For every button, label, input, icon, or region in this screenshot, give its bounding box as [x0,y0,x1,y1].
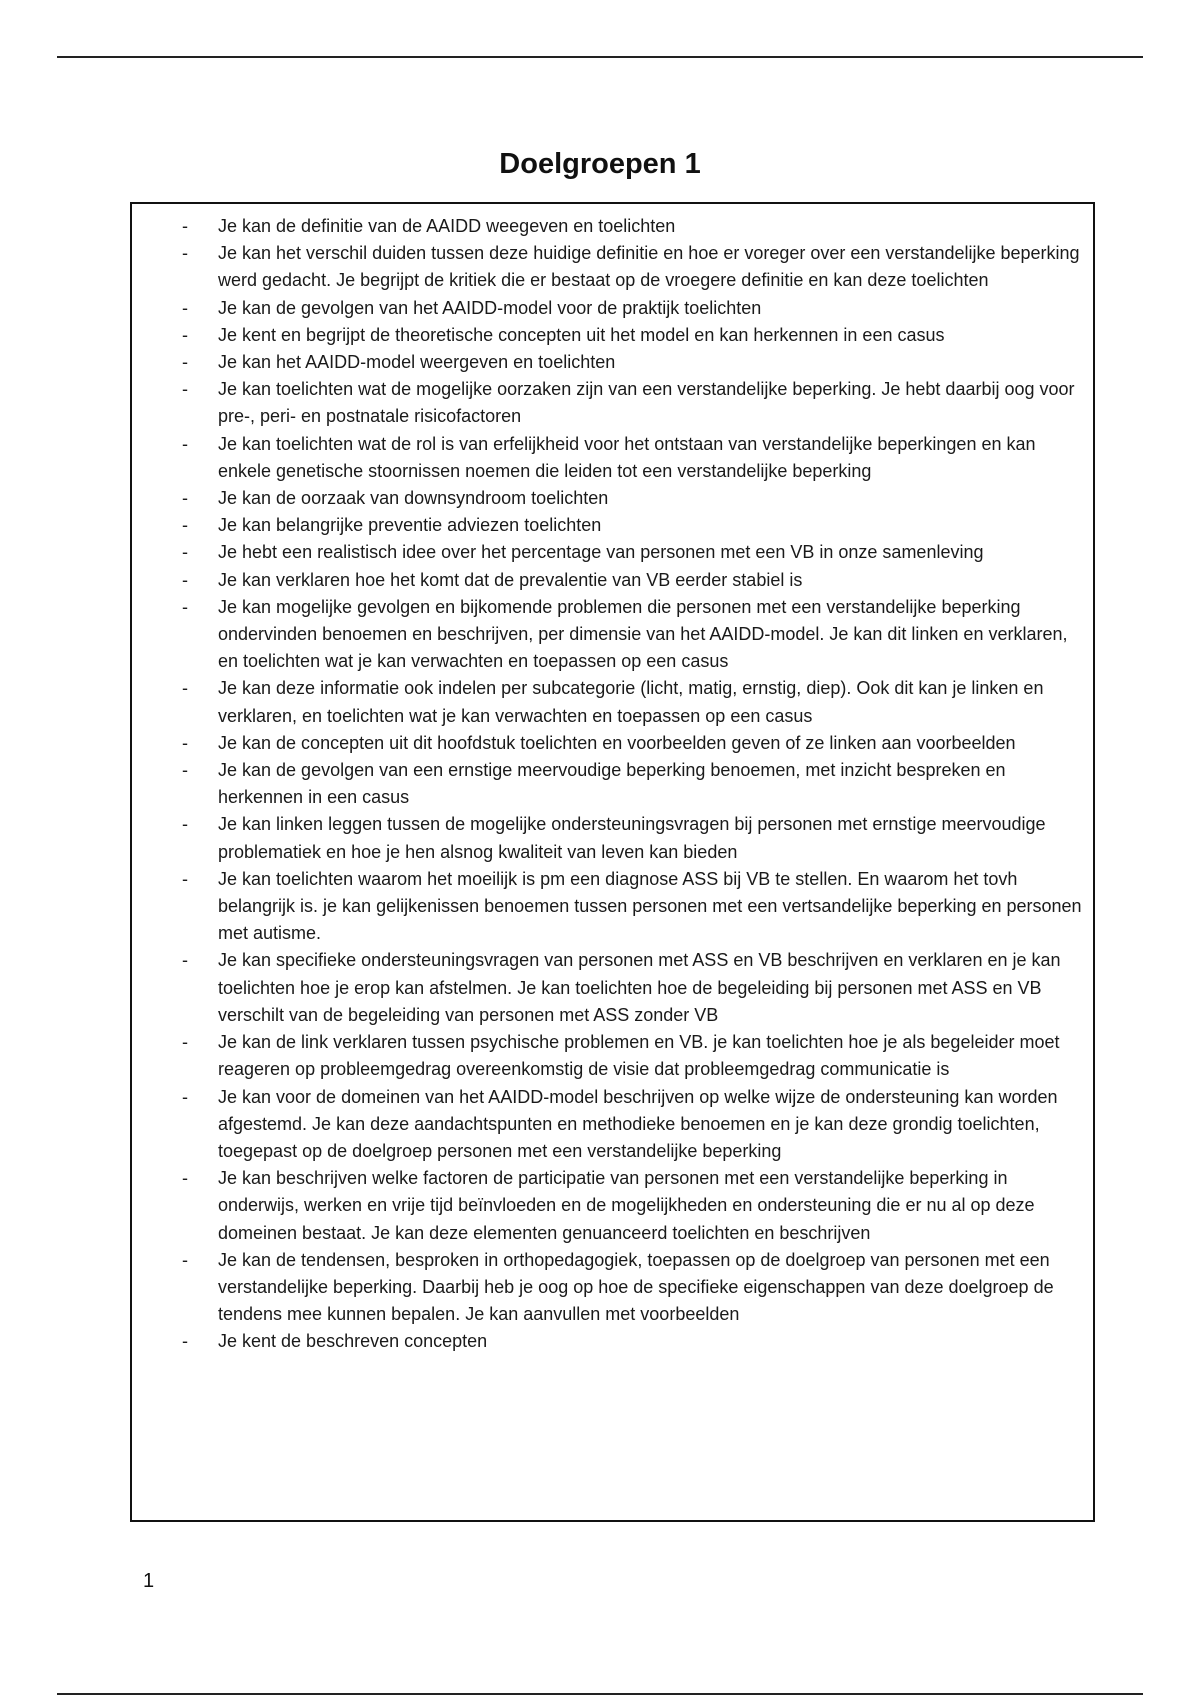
learning-goals-box [130,202,1095,1522]
list-item [182,1084,1087,1166]
list-item [182,539,1087,566]
learning-goals-list [182,213,1087,1356]
bullet-dash: - [182,352,188,373]
list-item-text: Je kan de tendensen, besproken in orthopedagogiek, toepassen op de doelgroep van personen met een verstandelijke beperking. Daarbij heb je oog op hoe de specifieke eigenschappen van deze doelgroep de tendens mee kunnen bepalen. Je kan aanvullen met voorbeelden [218,1249,1054,1325]
list-item [182,213,1087,240]
list-item-text: Je kan linken leggen tussen de mogelijke ondersteuningsvragen bij personen met ernstige meervoudige problematiek en hoe je hen alsnog kwaliteit van leven kan bieden [218,814,1046,862]
list-item-text: Je kan specifieke ondersteuningsvragen van personen met ASS en VB beschrijven en verklaren en je kan toelichten hoe je erop kan afstelmen. Je kan toelichten hoe de begeleiding bij personen met ASS en VB verschilt van de begeleiding van personen met ASS zonder VB [218,950,1061,1025]
bullet-dash: - [182,814,188,835]
bullet-dash: - [182,1249,188,1270]
list-item [182,811,1087,865]
list-item-text: Je kent de beschreven concepten [218,1331,488,1352]
bullet-dash: - [182,1168,188,1189]
bullet-dash: - [182,243,188,264]
list-item [182,322,1087,349]
header-rule [57,56,1143,58]
list-item-text: Je kan mogelijke gevolgen en bijkomende problemen die personen met een verstandelijke beperking ondervinden benoemen en beschrijven, per dimensie van het AAIDD-model. Je kan dit linken en verklaren, en toelichten wat je kan verwachten en toepassen op een casus [218,596,1068,672]
list-item-text: Je kan het verschil duiden tussen deze huidige definitie en hoe er voreger over een verstandelijke beperking werd gedacht. Je begrijpt de kritiek die er bestaat op de vroegere definitie en kan deze toelichten [218,243,1080,291]
bullet-dash: - [182,542,188,563]
list-item [182,730,1087,757]
list-item-text: Je kan beschrijven welke factoren de participatie van personen met een verstandelijke beperking in onderwijs, werken en vrije tijd beïnvloeden en de mogelijkheden en ondersteuning die er nu al op deze domeinen bestaat. Je kan deze elementen genuanceerd toelichten en beschrijven [218,1168,1035,1243]
list-item-text: Je hebt een realistisch idee over het percentage van personen met een VB in onze samenleving [218,542,984,563]
list-item [182,1165,1087,1247]
list-item-text: Je kan de link verklaren tussen psychische problemen en VB. je kan toelichten hoe je als begeleider moet reageren op probleemgedrag overeenkomstig de visie dat probleemgedrag communicatie is [218,1032,1060,1080]
bullet-dash: - [182,1086,188,1107]
bullet-dash: - [182,379,188,400]
bullet-dash: - [182,1331,188,1352]
list-item-text: Je kan voor de domeinen van het AAIDD-model beschrijven op welke wijze de ondersteuning kan worden afgestemd. Je kan deze aandachtspunten en methodieke benoemen en je kan deze grondig toelichten, toegepast op de doelgroep personen met een verstandelijke beperking [218,1086,1058,1161]
list-item [182,295,1087,322]
bullet-dash: - [182,569,188,590]
bullet-dash: - [182,596,188,617]
list-item [182,485,1087,512]
list-item [182,757,1087,811]
bullet-dash: - [182,678,188,699]
bullet-dash: - [182,515,188,536]
list-item-text: Je kent en begrijpt de theoretische concepten uit het model en kan herkennen in een casus [218,324,945,345]
list-item-text: Je kan belangrijke preventie adviezen toelichten [218,515,602,536]
list-item [182,431,1087,485]
list-item-text: Je kan verklaren hoe het komt dat de prevalentie van VB eerder stabiel is [218,569,803,590]
bullet-dash: - [182,950,188,971]
bullet-dash: - [182,488,188,509]
list-item [182,594,1087,676]
list-item [182,866,1087,948]
page-title: Doelgroepen 1 [499,148,701,180]
list-item [182,349,1087,376]
list-item [182,376,1087,430]
list-item-text: Je kan de gevolgen van een ernstige meervoudige beperking benoemen, met inzicht bespreken en herkennen in een casus [218,760,1006,808]
bullet-dash: - [182,297,188,318]
list-item-text: Je kan het AAIDD-model weergeven en toelichten [218,352,616,373]
bullet-dash: - [182,216,188,236]
bullet-dash: - [182,760,188,781]
bullet-dash: - [182,324,188,345]
list-item [182,567,1087,594]
list-item-text: Je kan toelichten wat de rol is van erfelijkheid voor het ontstaan van verstandelijke beperkingen en kan enkele genetische stoornissen noemen die leiden tot een verstandelijke beperking [218,433,1036,481]
list-item-text: Je kan toelichten wat de mogelijke oorzaken zijn van een verstandelijke beperking. Je hebt daarbij oog voor pre-, peri- en postnatale risicofactoren [218,379,1075,427]
list-item [182,1247,1087,1329]
list-item [182,1328,1087,1355]
list-item-text: Je kan deze informatie ook indelen per subcategorie (licht, matig, ernstig, diep). Ook dit kan je linken en verklaren, en toelichten wat je kan verwachten en toepassen op een casus [218,678,1044,726]
list-item-text: Je kan de concepten uit dit hoofdstuk toelichten en voorbeelden geven of ze linken aan voorbeelden [218,732,1016,753]
list-item [182,240,1087,294]
bullet-dash: - [182,433,188,454]
list-item [182,675,1087,729]
list-item-text: Je kan de definitie van de AAIDD weegeven en toelichten [218,216,676,236]
bullet-dash: - [182,732,188,753]
list-item [182,1029,1087,1083]
list-item-text: Je kan de oorzaak van downsyndroom toelichten [218,488,609,509]
bullet-dash: - [182,1032,188,1053]
list-item [182,947,1087,1029]
bullet-dash: - [182,868,188,889]
footer-rule [57,1693,1143,1695]
list-item-text: Je kan toelichten waarom het moeilijk is pm een diagnose ASS bij VB te stellen. En waarom het tovh belangrijk is. je kan gelijkenissen benoemen tussen personen met een vertsandelijke beperking en personen met autisme. [218,868,1082,944]
list-item [182,512,1087,539]
page-number: 1 [143,1570,155,1592]
list-item-text: Je kan de gevolgen van het AAIDD-model voor de praktijk toelichten [218,297,762,318]
